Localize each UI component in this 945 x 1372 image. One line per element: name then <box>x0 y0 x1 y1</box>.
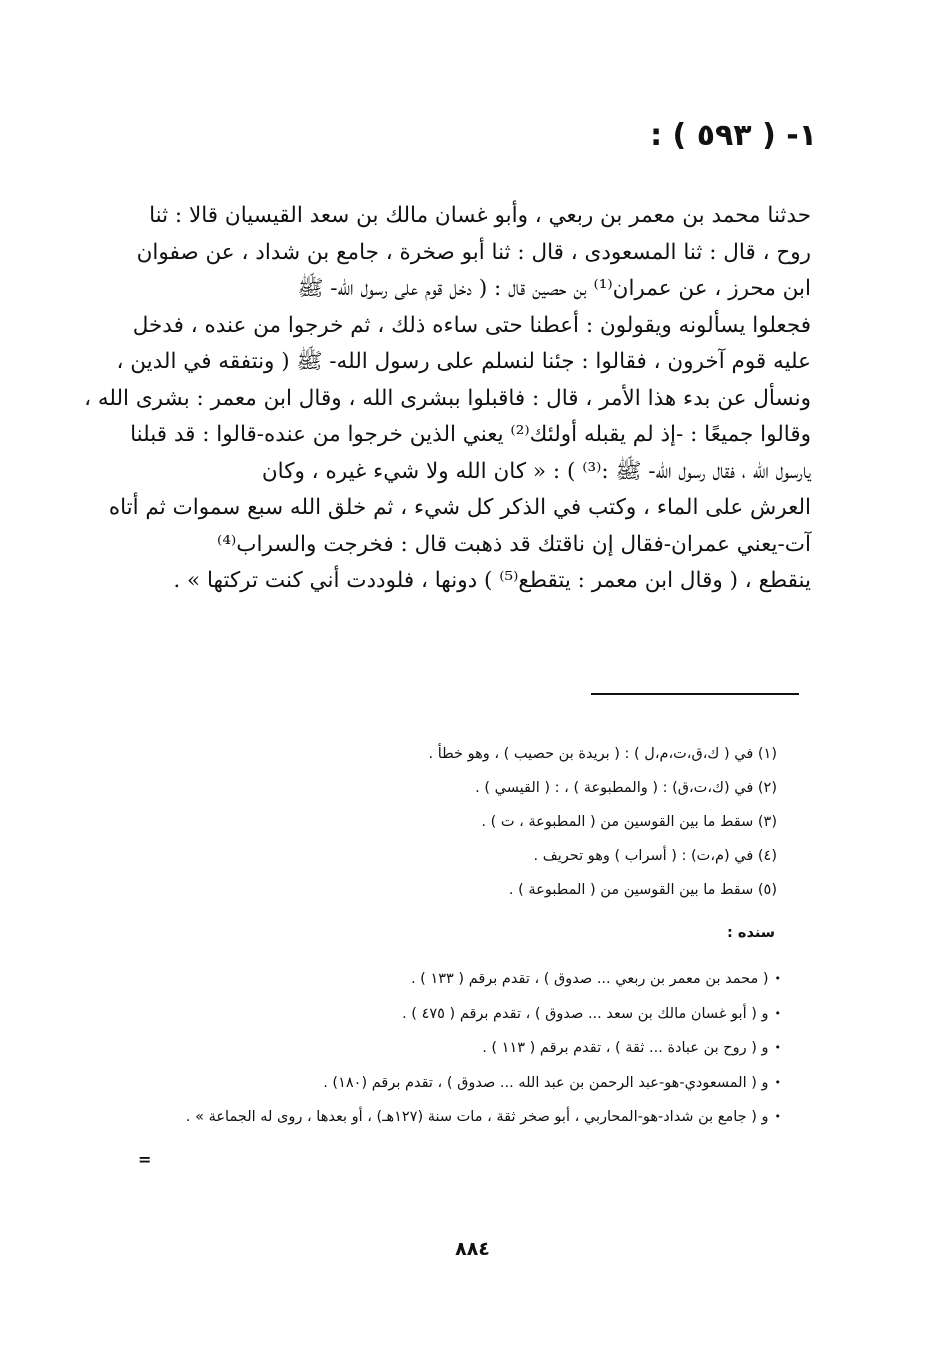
hadith-text-line: العرش على الماء ، وكتب في الذكر كل شيء ، ثم خلق الله سبع سموات ثم أتاه <box>108 495 811 520</box>
footnote-item: (٣) سقط ما بين القوسين من ( المطبوعة ، ت ) . <box>481 814 777 830</box>
narrator-item <box>141 962 781 997</box>
sanad-heading: سنده : <box>727 925 775 941</box>
narrator-text: و ( جامع بن شداد-هو-المحاربي ، أبو صخر ثقة ، مات سنة (١٢٧هـ) ، أو بعدها ، روى له الجماعة » . <box>185 1109 769 1125</box>
narrator-item <box>141 1031 781 1066</box>
narrator-text: و ( المسعودي-هو-عبد الرحمن بن عبد الله ... صدوق ) ، تقدم برقم (١٨٠) . <box>323 1074 769 1091</box>
hadith-text-line: آت-يعني عمران-فقال إن ناقتك قد ذهبت قال : فخرجت والسراب⁽⁴⁾ <box>217 531 811 557</box>
narrator-text: ( محمد بن معمر بن ربعي ... صدوق ) ، تقدم برقم ( ١٣٣ ) . <box>410 971 769 987</box>
bullet-icon: • <box>774 972 781 985</box>
footnote-item: (٥) سقط ما بين القوسين من ( المطبوعة ) . <box>508 882 777 898</box>
hadith-text-line: وقالوا جميعًا : -إذ لم يقبله أولئك⁽²⁾ يعني الذين خرجوا من عنده-قالوا : قد قبلنا <box>130 422 811 447</box>
hadith-number-heading: ١- ( ٥٩٣ ) : <box>650 118 817 153</box>
hadith-text-line: روح ، قال : ثنا المسعودى ، قال : ثنا أبو صخرة ، جامع بن شداد ، عن صفوان <box>136 239 811 265</box>
narrator-item <box>141 1100 781 1135</box>
hadith-text-line: عليه قوم آخرون ، فقالوا : جئنا لنسلم على رسول الله- ﷺ ( ونتفقه في الدين ، <box>116 349 811 374</box>
bullet-icon: • <box>774 1006 781 1020</box>
hadith-text-line: ابن محرز ، عن عمران⁽¹⁾ بن حصين قال : ( دخل قوم على رسول الله- ﷺ <box>297 276 811 301</box>
page-number: ٨٨٤ <box>455 1238 490 1260</box>
hadith-text-line: ونسأل عن بدء هذا الأمر ، قال : فاقبلوا ببشرى الله ، وقال ابن معمر : بشرى الله ، <box>84 385 811 411</box>
footnote-item: (٢) في (ك،ت،ق) : ( والمطبوعة ) ، : ( القيسي ) . <box>475 780 777 796</box>
continuation-mark: = <box>138 1150 152 1169</box>
hadith-text-line: ينقطع ، ( وقال ابن معمر : يتقطع⁽⁵⁾ ) دونها ، فلوددت أني كنت تركتها » . <box>173 568 811 593</box>
bullet-icon: • <box>774 1041 781 1054</box>
footnote-item: (١) في ( ك،ق،ت،م،ل ) : ( بريدة بن حصيب ) ، وهو خطأ . <box>428 746 777 762</box>
hadith-text-line: فجعلوا يسألونه ويقولون : أعطنا حتى ساءه ذلك ، ثم خرجوا من عنده ، فدخل <box>132 312 811 338</box>
bullet-icon: • <box>774 1110 781 1123</box>
hadith-text-line: يارسول الله ، فقال رسول الله- ﷺ :⁽³⁾ ) : « كان الله ولا شيء غيره ، وكان <box>261 458 811 484</box>
narrator-item <box>141 1066 781 1101</box>
hadith-text <box>84 198 811 600</box>
footnote-item: (٤) في (م،ت) : ( أسراب ) وهو تحريف . <box>533 848 777 864</box>
narrator-item <box>141 997 781 1032</box>
narrator-text: و ( أبو غسان مالك بن سعد ... صدوق ) ، تقدم برقم ( ٤٧٥ ) . <box>402 1005 769 1022</box>
narrators-list <box>141 962 781 1135</box>
footnotes-list <box>157 737 777 907</box>
footnote-separator <box>591 693 799 695</box>
hadith-text-line: حدثنا محمد بن معمر بن ربعي ، وأبو غسان مالك بن سعد القيسيان قالا : ثنا <box>149 203 811 228</box>
narrator-text: و ( روح بن عبادة ... ثقة ) ، تقدم برقم ( ١١٣ ) . <box>482 1040 769 1056</box>
bullet-icon: • <box>774 1075 781 1089</box>
